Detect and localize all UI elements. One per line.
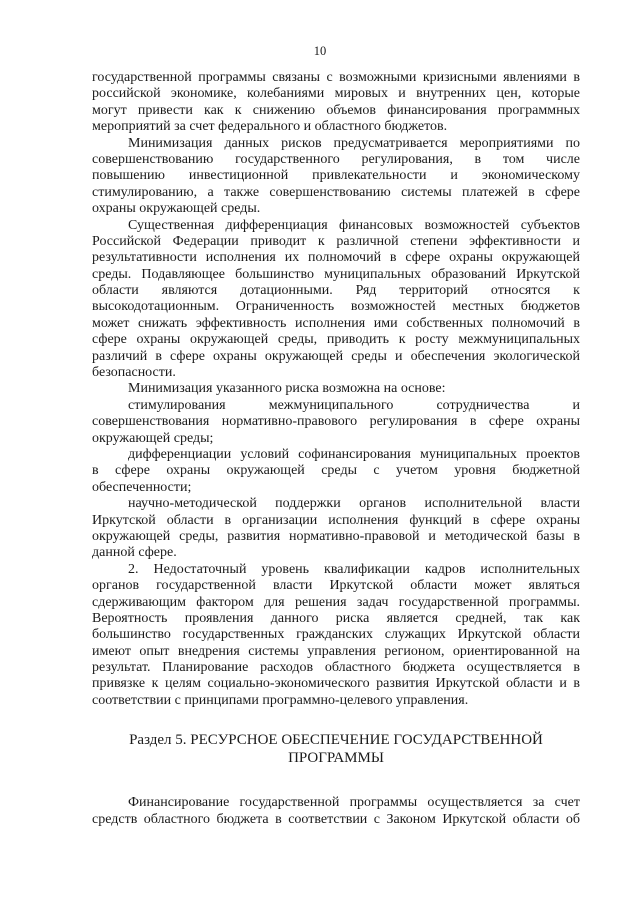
- text-line: соответствии с принципами программно-целевого управления.: [92, 692, 469, 708]
- text-line: Иркутской области в организации исполнения функций в сфере охраны: [92, 512, 580, 528]
- text-line: может снижать эффективность исполнения ими собственных полномочий в: [92, 315, 580, 331]
- text-line: 2. Недостаточный уровень квалификации кадров исполнительных: [128, 561, 580, 577]
- text-line: совершенствованию государственного регулирования, в том числе: [92, 151, 580, 167]
- text-line: охраны окружающей среды.: [92, 201, 261, 217]
- text-line: Существенная дифференциация финансовых возможностей субъектов: [128, 217, 580, 233]
- text-line: могут привести как к снижению объемов финансирования программных: [92, 102, 580, 118]
- section-title-line-1: Раздел 5. РЕСУРСНОЕ ОБЕСПЕЧЕНИЕ ГОСУДАРСТВЕННОЙ: [129, 732, 543, 749]
- text-line: средств областного бюджета в соответствии с Законом Иркутской области об: [92, 811, 580, 827]
- text-line: среды. Подавляющее большинство муниципальных образований Иркутской: [92, 266, 580, 282]
- text-line: российской экономике, колебаниями мировых и внутренних цен, которые: [92, 86, 580, 102]
- text-line: стимулированию, а также совершенствованию системы платежей в сфере: [92, 184, 580, 200]
- text-line: повышению инвестиционной привлекательности и экономическому: [92, 168, 580, 184]
- text-line: окружающей среды;: [92, 430, 214, 446]
- text-line: Вероятность проявления данного риска является средней, так как: [92, 610, 580, 626]
- text-line: Минимизация данных рисков предусматривается мероприятиями по: [128, 135, 580, 151]
- section-title-line-2: ПРОГРАММЫ: [288, 750, 384, 767]
- page-number: 10: [313, 44, 327, 58]
- text-line: различий в сфере охраны окружающей среды и обеспечения экологической: [92, 348, 580, 364]
- text-line: большинство государственных гражданских служащих Иркутской области: [92, 627, 580, 643]
- text-line: Финансирование государственной программы осуществляется за счет: [128, 795, 580, 811]
- text-line: стимулирования межмуниципального сотрудничества и: [128, 397, 580, 413]
- text-line: государственной программы связаны с возможными кризисными явлениями в: [92, 70, 580, 85]
- text-line: результативности исполнения их полномочий в сфере охраны окружающей: [92, 250, 580, 266]
- text-line: в сфере охраны окружающей среды с учетом уровня бюджетной: [92, 463, 580, 479]
- text-line: дифференциации условий софинансирования муниципальных проектов: [128, 446, 580, 462]
- text-line: имеют опыт внедрения системы управления регионом, ориентированной на: [92, 643, 580, 659]
- text-line: Минимизация указанного риска возможна на основе:: [128, 381, 446, 397]
- risk-section-text: [92, 70, 580, 709]
- text-line: окружающей среды, развития нормативно-правовой и методической базы в: [92, 528, 580, 544]
- section-title: [92, 731, 580, 767]
- text-line: сдерживающим фактором для решения задач государственной программы.: [92, 594, 580, 610]
- text-line: мероприятий за счет федерального и областного бюджетов.: [92, 119, 448, 135]
- text-line: обеспеченности;: [92, 479, 192, 495]
- text-line: данной сфере.: [92, 545, 177, 561]
- text-line: органов государственной власти Иркутской области может являться: [92, 578, 580, 594]
- document-body: [92, 70, 580, 828]
- financing-section-text: [92, 795, 580, 828]
- text-line: результат. Планирование расходов областного бюджета осуществляется в: [92, 660, 580, 676]
- text-line: области являются дотационными. Ряд территорий относятся к: [92, 283, 580, 299]
- text-line: совершенствования нормативно-правового регулирования в сфере охраны: [92, 414, 580, 430]
- text-line: безопасности.: [92, 365, 176, 381]
- text-line: привязке к целям социально-экономического развития Иркутской области и в: [92, 676, 580, 692]
- text-line: высокодотационным. Ограниченность возможностей местных бюджетов: [92, 299, 580, 315]
- text-line: сфере охраны окружающей среды, приводить к росту межмуниципальных: [92, 332, 580, 348]
- spacer: [92, 767, 580, 795]
- text-line: научно-методической поддержки органов исполнительной власти: [128, 496, 580, 512]
- text-line: Российской Федерации приводит к различной степени эффективности и: [92, 233, 580, 249]
